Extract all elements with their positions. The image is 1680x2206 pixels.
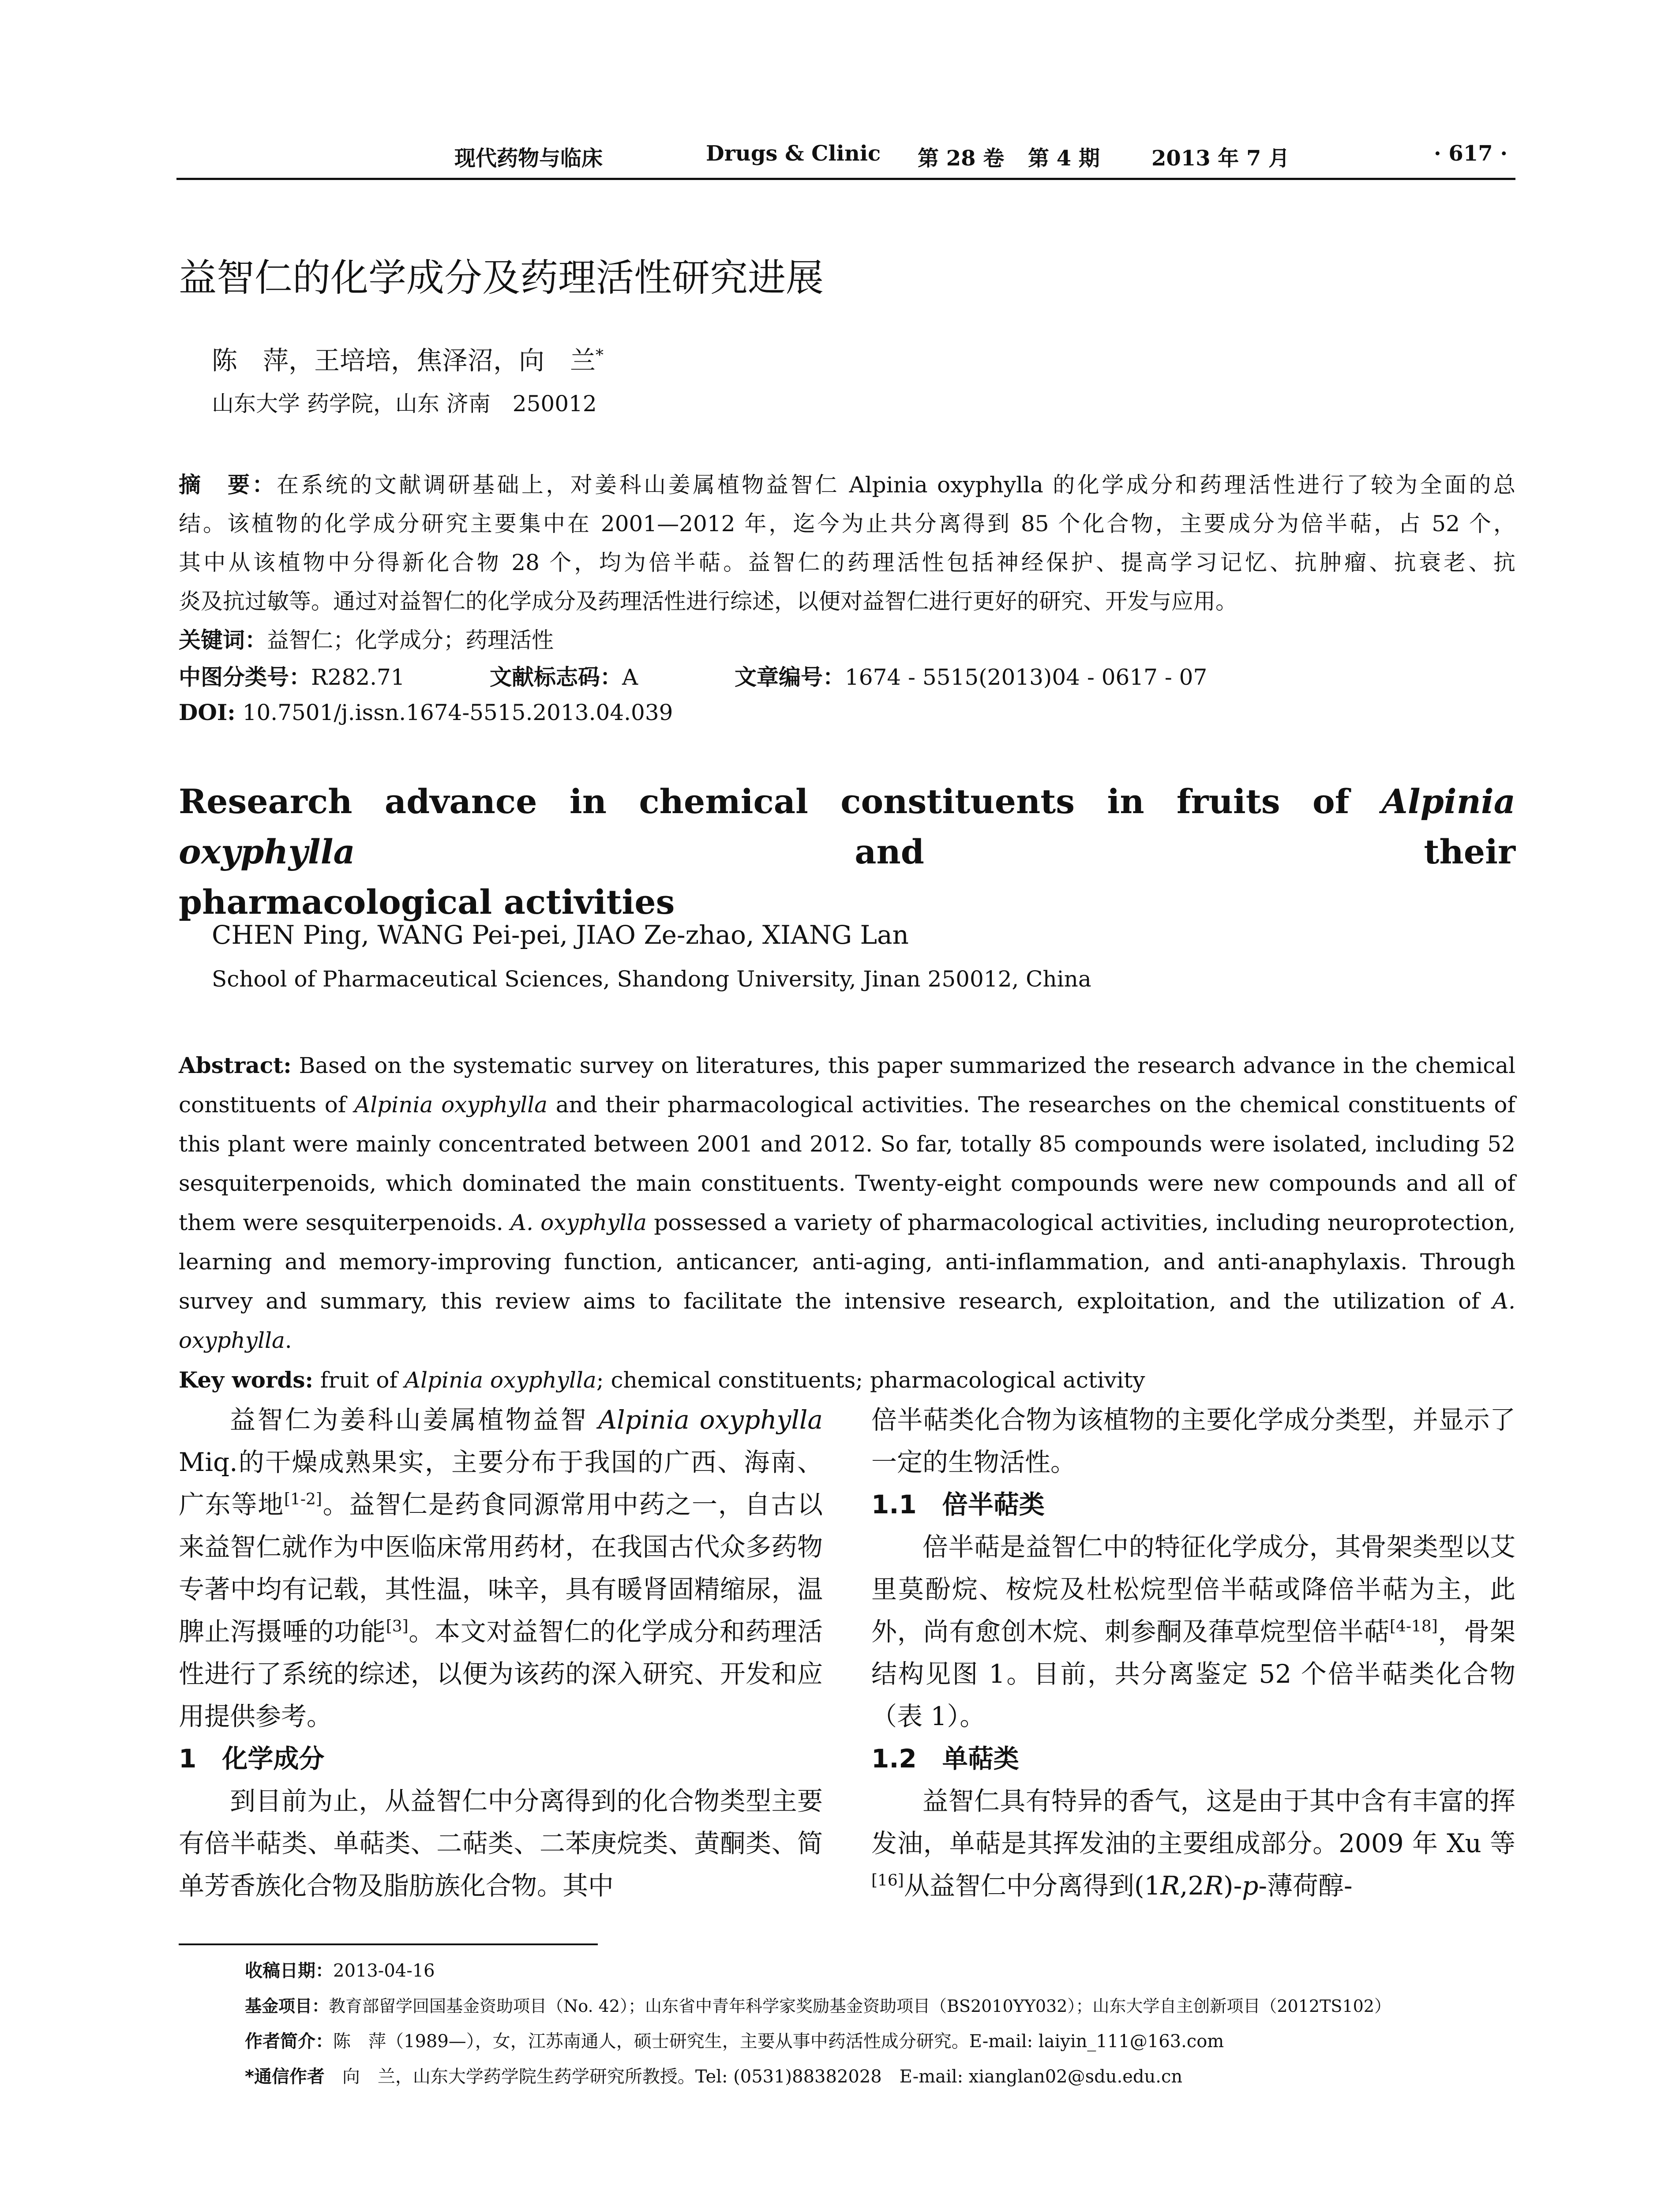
footnote-corresponding: *通信作者 向 兰，山东大学药学院生药学研究所教授。Tel: (0531)88382028 E-mail: xianglan02@sdu.edu.cn bbox=[245, 2067, 1183, 2087]
sesquiterpene-paragraph: 倍半萜是益智仁中的特征化学成分，其骨架类型以艾里莫酚烷、桉烷及杜松烷型倍半萜或降倍半萜为主，此外，尚有愈创木烷、刺参酮及葎草烷型倍半萜[4-18]，骨架结构见图 1。目前，共分离鉴定 52 个倍半萜类化合物（表 1）。 bbox=[871, 1532, 1515, 1731]
citation-ref: [16] bbox=[871, 1871, 904, 1890]
affiliation-cn: 山东大学 药学院，山东 济南 250012 bbox=[212, 391, 597, 416]
footnote-funding: 基金项目：教育部留学回国基金资助项目（No. 42）；山东省中青年科学家奖励基金资助项目（BS2010YY032）；山东大学自主创新项目（2012TS102） bbox=[245, 1996, 1391, 2016]
citation-ref: [3] bbox=[386, 1617, 409, 1636]
body-column-right bbox=[871, 1399, 1515, 1907]
header-rule bbox=[176, 178, 1515, 180]
article-title-en-line-2: pharmacological activities bbox=[179, 882, 675, 922]
section-heading-1-2: 1.2 单萜类 bbox=[871, 1744, 1019, 1774]
article-number: 文章编号：1674 - 5515(2013)04 - 0617 - 07 bbox=[735, 664, 1208, 690]
monoterpene-paragraph: 益智仁具有特异的香气，这是由于其中含有丰富的挥发油，单萜是其挥发油的主要组成部分。2009 年 Xu 等[16]从益智仁中分离得到(1R,2R)-p-薄荷醇- bbox=[871, 1786, 1515, 1901]
abstract-en-text: Abstract: Based on the systematic survey on literatures, this paper summarized the research advance in the chemical constituents of Alpinia oxyphylla and their pharmacological activities. The researches on the chemical constituents of this plant were mainly concentrated between 2001 and 2012. So far, totally 85 compounds were isolated, including 52 sesquiterpenoids, which dominated the main constituents. Twenty-eight compounds were new compounds and all of them were sesquiterpenoids. A. oxyphylla possessed a variety of pharmacological activities, including neuroprotection, learning and memory-improving function, anticancer, anti-aging, anti-inflammation, and anti-anaphylaxis. Through survey and summary, this review aims to facilitate the intensive research, exploitation, and the utilization of A. oxyphylla. bbox=[179, 1052, 1515, 1353]
journal-volume: 第 28 卷 bbox=[918, 146, 1005, 171]
keywords-cn-text: 益智仁；化学成分；药理活性 bbox=[267, 627, 554, 653]
article-title-en bbox=[179, 777, 1515, 927]
page-number: · 617 · bbox=[1434, 141, 1508, 166]
section-1-continued: 倍半萜类化合物为该植物的主要化学成分类型，并显示了一定的生物活性。 bbox=[871, 1405, 1515, 1477]
abstract-cn-line-3: 其中从该植物中分得新化合物 28 个，均为倍半萜。益智仁的药理活性包括神经保护、提高学习记忆、抗肿瘤、抗衰老、抗 bbox=[179, 550, 1515, 575]
abstract-cn-line-1: 摘 要：在系统的文献调研基础上，对姜科山姜属植物益智仁 Alpinia oxyphylla 的化学成分和药理活性进行了较为全面的总 bbox=[179, 472, 1515, 498]
article-title-cn: 益智仁的化学成分及药理活性研究进展 bbox=[179, 256, 824, 300]
section-heading-1-1: 1.1 倍半萜类 bbox=[871, 1489, 1045, 1519]
authors-cn-names: 陈 萍，王培培，焦泽沼，向 兰 bbox=[212, 345, 596, 375]
body-column-left bbox=[179, 1399, 823, 1907]
doi: DOI: 10.7501/j.issn.1674-5515.2013.04.039 bbox=[179, 699, 673, 725]
abstract-cn-line-4: 炎及抗过敏等。通过对益智仁的化学成分及药理活性进行综述，以便对益智仁进行更好的研究、开发与应用。 bbox=[179, 589, 1238, 614]
abstract-cn bbox=[179, 465, 1515, 660]
corresponding-mark: * bbox=[596, 346, 604, 364]
abstract-en-label: Abstract: bbox=[179, 1052, 292, 1078]
authors-en: CHEN Ping, WANG Pei-pei, JIAO Ze-zhao, XIANG Lan bbox=[212, 920, 909, 950]
authors-cn bbox=[212, 340, 604, 377]
section-heading-1: 1 化学成分 bbox=[179, 1744, 325, 1774]
clc-code: 中图分类号：R282.71 bbox=[179, 664, 405, 690]
intro-paragraph: 益智仁为姜科山姜属植物益智 Alpinia oxyphylla Miq.的干燥成熟果实，主要分布于我国的广西、海南、广东等地[1-2]。益智仁是药食同源常用中药之一，自古以来益智仁就作为中医临床常用药材，在我国古代众多药物专著中均有记载，其性温，味辛，具有暖肾固精缩尿，温脾止泻摄唾的功能[3]。本文对益智仁的化学成分和药理活性进行了系统的综述，以便为该药的深入研究、开发和应用提供参考。 bbox=[179, 1405, 823, 1731]
abstract-en bbox=[179, 1046, 1515, 1400]
footnote-rule bbox=[179, 1943, 598, 1945]
affiliation-en: School of Pharmaceutical Sciences, Shandong University, Jinan 250012, China bbox=[212, 966, 1091, 992]
article-title-en-line-1: Research advance in chemical constituents in fruits of Alpinia oxyphylla and their bbox=[179, 782, 1515, 871]
keywords-en-label: Key words: bbox=[179, 1367, 313, 1393]
footnote-received: 收稿日期：2013-04-16 bbox=[245, 1961, 435, 1981]
journal-name-en: Drugs & Clinic bbox=[706, 141, 881, 166]
section-1-paragraph: 到目前为止，从益智仁中分离得到的化合物类型主要有倍半萜类、单萜类、二萜类、二苯庚烷类、黄酮类、简单芳香族化合物及脂肪族化合物。其中 bbox=[179, 1786, 823, 1901]
document-code: 文献标志码：A bbox=[490, 664, 638, 690]
abstract-cn-label: 摘 要： bbox=[179, 472, 277, 498]
journal-issue: 第 4 期 bbox=[1028, 146, 1100, 171]
journal-name-cn: 现代药物与临床 bbox=[454, 146, 603, 171]
abstract-cn-line-2: 结。该植物的化学成分研究主要集中在 2001—2012 年，迄今为止共分离得到 85 个化合物，主要成分为倍半萜，占 52 个， bbox=[179, 511, 1515, 536]
journal-date: 2013 年 7 月 bbox=[1151, 146, 1290, 171]
keywords-en: Key words: fruit of Alpinia oxyphylla; chemical constituents; pharmacological activity bbox=[179, 1367, 1145, 1393]
footnote-author: 作者简介：陈 萍（1989—），女，江苏南通人，硕士研究生，主要从事中药活性成分研究。E-mail: laiyin_111@163.com bbox=[245, 2031, 1224, 2052]
citation-ref: [4-18] bbox=[1389, 1617, 1438, 1636]
keywords-cn-label: 关键词： bbox=[179, 627, 267, 653]
keywords-cn bbox=[179, 621, 1515, 660]
citation-ref: [1-2] bbox=[284, 1490, 322, 1508]
